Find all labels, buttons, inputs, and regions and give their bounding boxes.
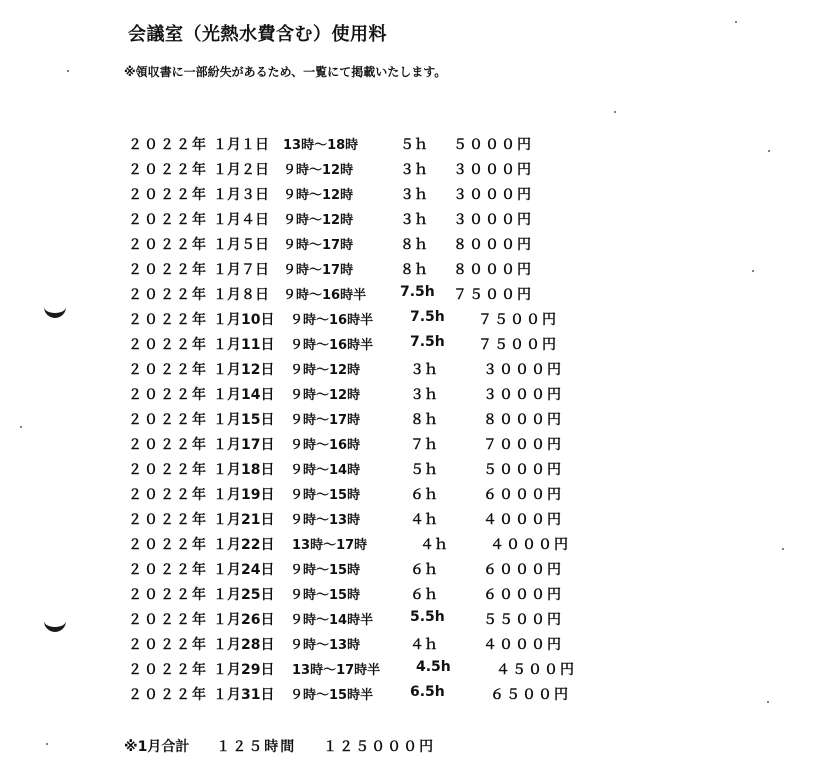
usage-year: ２０２２年 xyxy=(128,212,208,228)
usage-time: ９時～17時 xyxy=(283,263,354,278)
usage-date: １月24日 xyxy=(213,562,275,578)
usage-hours: ３ｈ xyxy=(410,362,438,378)
usage-row xyxy=(128,309,688,334)
usage-date: １月28日 xyxy=(213,637,275,653)
usage-row xyxy=(128,534,688,559)
page-title: 会議室（光熱水費含む）使用料 xyxy=(128,24,387,45)
usage-row xyxy=(128,209,688,234)
usage-time: ９時～14時 xyxy=(290,463,361,478)
total-hours: １２５時間 xyxy=(216,739,297,755)
usage-hours: 7.5h xyxy=(410,334,445,350)
usage-date: １月７日 xyxy=(213,262,269,278)
usage-year: ２０２２年 xyxy=(128,337,208,353)
usage-date: １月10日 xyxy=(213,312,275,328)
usage-hours: ６ｈ xyxy=(410,562,438,578)
scan-speck xyxy=(767,701,769,703)
usage-row xyxy=(128,559,688,584)
usage-fee: ３０００円 xyxy=(453,212,533,228)
scan-speck xyxy=(735,21,737,23)
usage-row xyxy=(128,159,688,184)
usage-time: ９時～17時 xyxy=(290,413,361,428)
usage-date: １月19日 xyxy=(213,487,275,503)
usage-fee: ８０００円 xyxy=(453,262,533,278)
usage-fee: ４０００円 xyxy=(490,537,570,553)
usage-hours: ３ｈ xyxy=(410,387,438,403)
usage-fee: ５０００円 xyxy=(453,137,533,153)
note-text: ※領収書に一部紛失があるため、一覧にて掲載いたします。 xyxy=(124,65,447,79)
usage-time: ９時～17時 xyxy=(283,238,354,253)
usage-row xyxy=(128,284,688,309)
usage-row xyxy=(128,134,688,159)
usage-fee: ８０００円 xyxy=(453,237,533,253)
scan-speck xyxy=(67,70,69,72)
usage-time: ９時～12時 xyxy=(283,188,354,203)
usage-year: ２０２２年 xyxy=(128,562,208,578)
usage-fee: ７５００円 xyxy=(453,287,533,303)
usage-date: １月26日 xyxy=(213,612,275,628)
usage-fee: ７５００円 xyxy=(478,312,558,328)
usage-row xyxy=(128,459,688,484)
usage-list xyxy=(128,134,688,709)
usage-time: ９時～16時 xyxy=(290,438,361,453)
usage-hours: 7.5h xyxy=(400,284,435,300)
usage-year: ２０２２年 xyxy=(128,537,208,553)
usage-date: １月22日 xyxy=(213,537,275,553)
usage-row xyxy=(128,259,688,284)
usage-time: ９時～16時半 xyxy=(290,313,374,328)
usage-hours: ５ｈ xyxy=(410,462,438,478)
scan-speck xyxy=(614,111,616,113)
usage-row xyxy=(128,684,688,709)
scan-speck xyxy=(752,270,754,272)
usage-date: １月４日 xyxy=(213,212,269,228)
usage-row xyxy=(128,334,688,359)
usage-time: ９時～12時 xyxy=(290,388,361,403)
usage-time: 13時～17時半 xyxy=(292,663,381,678)
usage-time: ９時～12時 xyxy=(283,213,354,228)
usage-row xyxy=(128,584,688,609)
usage-row xyxy=(128,609,688,634)
usage-date: １月15日 xyxy=(213,412,275,428)
usage-year: ２０２２年 xyxy=(128,312,208,328)
usage-time: ９時～13時 xyxy=(290,513,361,528)
usage-fee: ７５００円 xyxy=(478,337,558,353)
punch-hole-mark xyxy=(44,303,66,318)
usage-fee: ４０００円 xyxy=(483,637,563,653)
usage-date: １月21日 xyxy=(213,512,275,528)
usage-fee: ６０００円 xyxy=(483,562,563,578)
usage-date: １月11日 xyxy=(213,337,275,353)
usage-fee: ４５００円 xyxy=(496,662,576,678)
usage-fee: ８０００円 xyxy=(483,412,563,428)
usage-time: ９時～14時半 xyxy=(290,613,374,628)
usage-year: ２０２２年 xyxy=(128,137,208,153)
usage-date: １月31日 xyxy=(213,687,275,703)
usage-hours: ６ｈ xyxy=(410,487,438,503)
usage-time: ９時～15時 xyxy=(290,563,361,578)
usage-date: １月５日 xyxy=(213,237,269,253)
usage-year: ２０２２年 xyxy=(128,612,208,628)
usage-fee: ３０００円 xyxy=(453,187,533,203)
scan-speck xyxy=(768,150,770,152)
usage-time: ９時～15時 xyxy=(290,588,361,603)
usage-year: ２０２２年 xyxy=(128,262,208,278)
usage-hours: ７ｈ xyxy=(410,437,438,453)
usage-year: ２０２２年 xyxy=(128,637,208,653)
monthly-total xyxy=(124,736,435,756)
usage-fee: ６０００円 xyxy=(483,587,563,603)
usage-time: ９時～13時 xyxy=(290,638,361,653)
usage-fee: ３０００円 xyxy=(483,387,563,403)
usage-date: １月12日 xyxy=(213,362,275,378)
usage-date: １月８日 xyxy=(213,287,269,303)
usage-time: 13時～18時 xyxy=(283,138,359,153)
scan-speck xyxy=(20,426,22,428)
usage-hours: ８ｈ xyxy=(400,237,428,253)
usage-hours: ４ｈ xyxy=(410,637,438,653)
usage-date: １月３日 xyxy=(213,187,269,203)
usage-time: ９時～16時半 xyxy=(290,338,374,353)
usage-year: ２０２２年 xyxy=(128,437,208,453)
usage-date: １月18日 xyxy=(213,462,275,478)
usage-hours: ８ｈ xyxy=(400,262,428,278)
usage-year: ２０２２年 xyxy=(128,287,208,303)
usage-hours: ８ｈ xyxy=(410,412,438,428)
usage-hours: 6.5h xyxy=(410,684,445,700)
usage-year: ２０２２年 xyxy=(128,187,208,203)
total-label: ※1月合計 xyxy=(124,739,190,755)
usage-fee: ６５００円 xyxy=(490,687,570,703)
usage-hours: ６ｈ xyxy=(410,587,438,603)
usage-time: 13時～17時 xyxy=(292,538,368,553)
usage-hours: ３ｈ xyxy=(400,212,428,228)
usage-fee: ５０００円 xyxy=(483,462,563,478)
usage-date: １月２日 xyxy=(213,162,269,178)
usage-time: ９時～15時 xyxy=(290,488,361,503)
usage-hours: ４ｈ xyxy=(410,512,438,528)
punch-hole-mark xyxy=(44,617,66,632)
usage-hours: ３ｈ xyxy=(400,187,428,203)
usage-year: ２０２２年 xyxy=(128,162,208,178)
usage-year: ２０２２年 xyxy=(128,412,208,428)
usage-row xyxy=(128,359,688,384)
usage-date: １月17日 xyxy=(213,437,275,453)
usage-fee: ６０００円 xyxy=(483,487,563,503)
usage-date: １月29日 xyxy=(213,662,275,678)
usage-year: ２０２２年 xyxy=(128,687,208,703)
usage-hours: ４ｈ xyxy=(420,537,448,553)
usage-year: ２０２２年 xyxy=(128,487,208,503)
usage-hours: ５ｈ xyxy=(400,137,428,153)
usage-year: ２０２２年 xyxy=(128,587,208,603)
usage-date: １月14日 xyxy=(213,387,275,403)
usage-fee: ３０００円 xyxy=(453,162,533,178)
usage-time: ９時～12時 xyxy=(290,363,361,378)
usage-year: ２０２２年 xyxy=(128,237,208,253)
usage-year: ２０２２年 xyxy=(128,512,208,528)
usage-row xyxy=(128,659,688,684)
scan-speck xyxy=(782,548,784,550)
usage-time: ９時～16時半 xyxy=(283,288,367,303)
usage-row xyxy=(128,184,688,209)
usage-year: ２０２２年 xyxy=(128,362,208,378)
scan-speck xyxy=(46,743,48,745)
usage-date: １月１日 xyxy=(213,137,269,153)
usage-fee: ７０００円 xyxy=(483,437,563,453)
usage-row xyxy=(128,509,688,534)
usage-hours: 7.5h xyxy=(410,309,445,325)
usage-row xyxy=(128,409,688,434)
usage-fee: ３０００円 xyxy=(483,362,563,378)
usage-year: ２０２２年 xyxy=(128,387,208,403)
usage-time: ９時～12時 xyxy=(283,163,354,178)
usage-date: １月25日 xyxy=(213,587,275,603)
total-fee: １２５０００円 xyxy=(323,739,436,755)
usage-hours: 4.5h xyxy=(416,659,451,675)
usage-year: ２０２２年 xyxy=(128,662,208,678)
usage-row xyxy=(128,434,688,459)
usage-row xyxy=(128,634,688,659)
usage-hours: ３ｈ xyxy=(400,162,428,178)
usage-fee: ５５００円 xyxy=(483,612,563,628)
usage-row xyxy=(128,484,688,509)
usage-year: ２０２２年 xyxy=(128,462,208,478)
usage-hours: 5.5h xyxy=(410,609,445,625)
usage-row xyxy=(128,234,688,259)
usage-fee: ４０００円 xyxy=(483,512,563,528)
usage-time: ９時～15時半 xyxy=(290,688,374,703)
usage-row xyxy=(128,384,688,409)
